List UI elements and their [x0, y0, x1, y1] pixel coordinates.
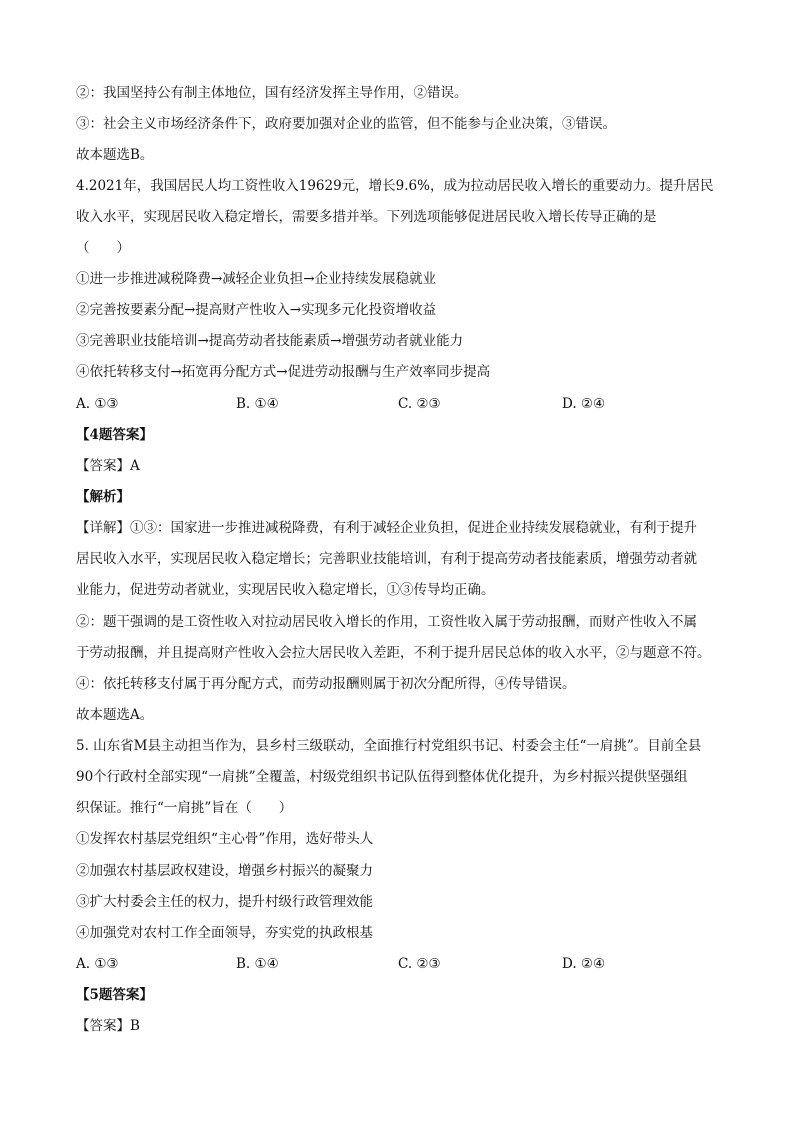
q4-detail-line-1: 【详解】①③：国家进一步推进减税降费，有利于减轻企业负担，促进企业持续发展稳就业，有利于提升 — [76, 520, 697, 536]
q5-stem-line-2: 90个行政村全部实现“一肩挑”全覆盖，村级党组织书记队伍得到整体优化提升，为乡村振兴提供坚强组 — [76, 769, 688, 785]
q4-option-c: C. ②③ — [398, 396, 441, 412]
q5-item-4: ④加强党对农村工作全面领导，夯实党的执政根基 — [76, 925, 373, 941]
q4-detail-line-5: 于劳动报酬，并且提高财产性收入会拉大居民收入差距，不利于提升居民总体的收入水平，②与题意不符。 — [76, 645, 711, 661]
q5-option-a: A. ①③ — [76, 956, 119, 972]
q5-stem-line-1: 5. 山东省M县主动担当作为，县乡村三级联动，全面推行村党组织书记、村委会主任“一肩挑”。目前全县 — [76, 738, 702, 754]
q4-detail-line-2: 居民收入水平，实现居民收入稳定增长；完善职业技能培训，有利于提高劳动者技能素质，增强劳动者就 — [76, 551, 697, 567]
q4-analysis-heading: 【解析】 — [76, 489, 130, 505]
q4-detail-line-3: 业能力，促进劳动者就业，实现居民收入稳定增长，①③传导均正确。 — [76, 582, 495, 598]
q4-item-2: ②完善按要素分配→提高财产性收入→实现多元化投资增收益 — [76, 302, 437, 318]
q4-item-1: ①进一步推进减税降费→减轻企业负担→企业持续发展稳就业 — [76, 271, 437, 287]
prev-analysis-line-3: ③：社会主义市场经济条件下，政府要加强对企业的监管，但不能参与企业决策，③错误。 — [76, 116, 616, 132]
q4-answer: 【答案】A — [76, 458, 140, 474]
q4-item-4: ④依托转移支付→拓宽再分配方式→促进劳动报酬与生产效率同步提高 — [76, 364, 491, 380]
prev-conclusion: 故本题选B。 — [76, 147, 154, 163]
q4-answer-heading: 【4题答案】 — [76, 427, 153, 443]
q4-stem-line-1: 4.2021年，我国居民人均工资性收入19629元，增长9.6%，成为拉动居民收入增长的重要动力。提升居民 — [76, 178, 714, 194]
q5-option-d: D. ②④ — [562, 956, 606, 972]
q4-item-3: ③完善职业技能培训→提高劳动者技能素质→增强劳动者就业能力 — [76, 333, 464, 349]
q4-option-a: A. ①③ — [76, 396, 119, 412]
q5-stem-line-3: 织保证。推行“一肩挑”旨在（ ） — [76, 800, 293, 816]
prev-analysis-line-2: ②：我国坚持公有制主体地位，国有经济发挥主导作用，②错误。 — [76, 85, 468, 101]
q4-option-b: B. ①④ — [236, 396, 279, 412]
q5-option-c: C. ②③ — [398, 956, 441, 972]
q5-item-2: ②加强农村基层政权建设，增强乡村振兴的凝聚力 — [76, 863, 373, 879]
q4-detail-line-6: ④：依托转移支付属于再分配方式，而劳动报酬则属于初次分配所得，④传导错误。 — [76, 676, 576, 692]
q5-item-3: ③扩大村委会主任的权力，提升村级行政管理效能 — [76, 894, 373, 910]
q4-option-d: D. ②④ — [562, 396, 606, 412]
q5-answer-heading: 【5题答案】 — [76, 987, 153, 1003]
q4-conclusion: 故本题选A。 — [76, 707, 154, 723]
q5-option-b: B. ①④ — [236, 956, 279, 972]
q4-stem-line-2: 收入水平，实现居民收入稳定增长，需要多措并举。下列选项能够促进居民收入增长传导正确的是 — [76, 209, 657, 225]
q5-item-1: ①发挥农村基层党组织“主心骨”作用，选好带头人 — [76, 831, 374, 847]
q5-answer: 【答案】B — [76, 1018, 140, 1034]
q4-detail-line-4: ②：题干强调的是工资性收入对拉动居民收入增长的作用，工资性收入属于劳动报酬，而财产性收入不属 — [76, 614, 697, 630]
q4-answer-blank: （ ） — [76, 240, 130, 256]
